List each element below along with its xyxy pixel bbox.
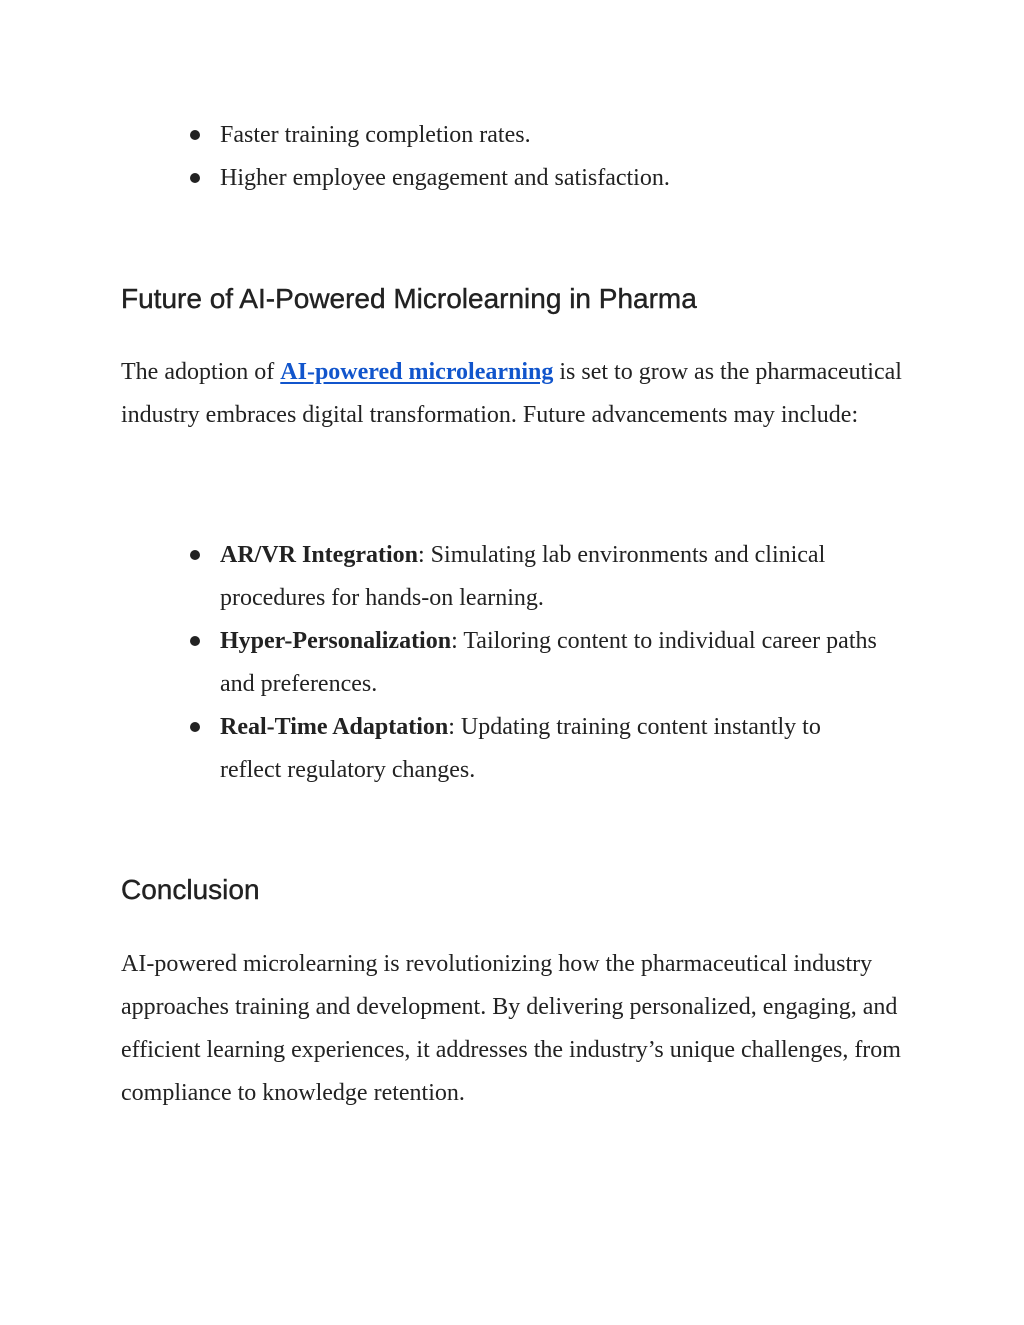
bullet-icon — [190, 636, 200, 646]
item-term: Hyper-Personalization — [220, 628, 452, 654]
item-text: Updating training content instantly to reflect regulatory changes. — [220, 714, 821, 783]
item-separator: : — [448, 714, 461, 740]
intro-prefix: The adoption of — [121, 359, 281, 385]
intro-suffix: is set to grow as the pharmaceutical industry embraces digital transformation. Future advancements may include: — [121, 359, 902, 428]
bullet-icon — [190, 173, 200, 183]
section-heading-future: Future of AI-Powered Microlearning in Pharma — [121, 283, 697, 314]
item-term: Real-Time Adaptation — [220, 714, 449, 740]
item-term: AR/VR Integration — [220, 542, 418, 568]
list-item — [190, 534, 880, 620]
bullet-icon — [190, 130, 200, 140]
ai-microlearning-link[interactable]: AI-powered microlearning — [280, 359, 554, 385]
list-item-text: Higher employee engagement and satisfaction. — [220, 165, 670, 191]
item-separator: : — [418, 542, 431, 568]
conclusion-paragraph: AI-powered microlearning is revolutionizing how the pharmaceutical industry approaches training and development. By delivering personalized, engaging, and efficient learning experiences, it addresses the industry’s unique challenges, from compliance to knowledge retention. — [121, 951, 901, 1106]
advancements-list — [190, 534, 880, 792]
bullet-icon — [190, 722, 200, 732]
item-text: Simulating lab environments and clinical procedures for hands-on learning. — [220, 542, 826, 611]
future-intro-paragraph — [121, 351, 921, 437]
item-separator: : — [451, 628, 464, 654]
item-text: Tailoring content to individual career paths and preferences. — [220, 628, 877, 697]
list-item — [190, 706, 880, 792]
list-item — [190, 157, 890, 200]
bullet-icon — [190, 550, 200, 560]
benefits-list — [190, 114, 890, 200]
section-heading-conclusion: Conclusion — [121, 874, 260, 905]
list-item — [190, 114, 890, 157]
list-item — [190, 620, 880, 706]
list-item-text: Faster training completion rates. — [220, 122, 531, 148]
